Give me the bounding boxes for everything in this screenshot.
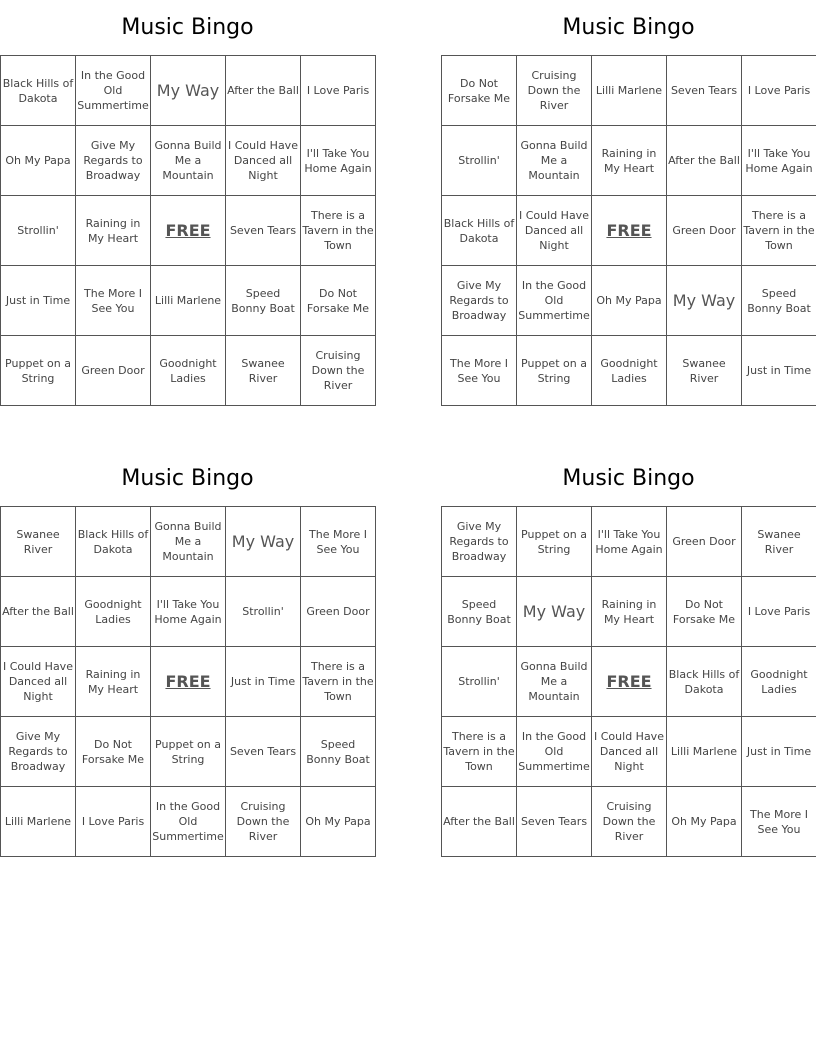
card-title: Music Bingo	[562, 15, 695, 40]
bingo-cell: Swanee River	[226, 336, 301, 406]
bingo-cell: Lilli Marlene	[1, 787, 76, 857]
free-space-cell: FREE	[592, 196, 667, 266]
bingo-cell: Strollin'	[226, 577, 301, 647]
bingo-cell: Goodnight Ladies	[742, 647, 816, 717]
bingo-cell: Do Not Forsake Me	[76, 717, 151, 787]
bingo-cell: Puppet on a String	[151, 717, 226, 787]
bingo-row	[1, 196, 376, 266]
bingo-row	[1, 336, 376, 406]
card-title: Music Bingo	[121, 15, 254, 40]
bingo-cell: Give My Regards to Broadway	[442, 507, 517, 577]
bingo-cell: Just in Time	[742, 717, 816, 787]
bingo-cell: I Love Paris	[301, 56, 376, 126]
bingo-cell: There is a Tavern in the Town	[742, 196, 816, 266]
bingo-row	[1, 56, 376, 126]
bingo-cell: Seven Tears	[226, 717, 301, 787]
bingo-cell: I Could Have Danced all Night	[592, 717, 667, 787]
bingo-cell: After the Ball	[1, 577, 76, 647]
bingo-cell: There is a Tavern in the Town	[442, 717, 517, 787]
bingo-cell: Just in Time	[742, 336, 816, 406]
bingo-cell: My Way	[667, 266, 742, 336]
bingo-cell: Swanee River	[1, 507, 76, 577]
bingo-cell: Give My Regards to Broadway	[1, 717, 76, 787]
bingo-cell: Seven Tears	[667, 56, 742, 126]
free-space-cell: FREE	[592, 647, 667, 717]
bingo-cell: The More I See You	[442, 336, 517, 406]
bingo-cell: Cruising Down the River	[226, 787, 301, 857]
bingo-cell: My Way	[151, 56, 226, 126]
bingo-cell: There is a Tavern in the Town	[301, 196, 376, 266]
bingo-row	[1, 507, 376, 577]
bingo-cell: I'll Take You Home Again	[151, 577, 226, 647]
bingo-cell: Black Hills of Dakota	[76, 507, 151, 577]
bingo-cell: I'll Take You Home Again	[592, 507, 667, 577]
bingo-cell: Do Not Forsake Me	[667, 577, 742, 647]
bingo-cell: In the Good Old Summertime	[151, 787, 226, 857]
bingo-grid	[441, 506, 816, 857]
bingo-cell: I Could Have Danced all Night	[226, 126, 301, 196]
bingo-cell: After the Ball	[442, 787, 517, 857]
bingo-row	[1, 266, 376, 336]
bingo-cell: The More I See You	[76, 266, 151, 336]
bingo-row	[442, 196, 816, 266]
bingo-row	[442, 787, 816, 857]
bingo-cell: Green Door	[667, 196, 742, 266]
bingo-row	[1, 717, 376, 787]
bingo-cell: Seven Tears	[226, 196, 301, 266]
bingo-cell: After the Ball	[226, 56, 301, 126]
bingo-cell: Puppet on a String	[517, 336, 592, 406]
bingo-cell: Speed Bonny Boat	[301, 717, 376, 787]
bingo-cell: Black Hills of Dakota	[667, 647, 742, 717]
bingo-row	[1, 647, 376, 717]
bingo-row	[1, 126, 376, 196]
bingo-cell: Just in Time	[226, 647, 301, 717]
bingo-cell: Cruising Down the River	[592, 787, 667, 857]
bingo-cell: In the Good Old Summertime	[517, 266, 592, 336]
bingo-cell: Oh My Papa	[1, 126, 76, 196]
bingo-grid	[0, 506, 376, 857]
bingo-row	[1, 787, 376, 857]
bingo-cell: I Love Paris	[742, 56, 816, 126]
bingo-row	[442, 126, 816, 196]
bingo-cell: Goodnight Ladies	[592, 336, 667, 406]
bingo-cell: Cruising Down the River	[301, 336, 376, 406]
bingo-cell: Lilli Marlene	[592, 56, 667, 126]
bingo-cell: Puppet on a String	[1, 336, 76, 406]
bingo-cell: Speed Bonny Boat	[742, 266, 816, 336]
bingo-cell: Lilli Marlene	[151, 266, 226, 336]
bingo-cell: Strollin'	[442, 647, 517, 717]
bingo-cell: Gonna Build Me a Mountain	[151, 126, 226, 196]
bingo-cell: Raining in My Heart	[76, 647, 151, 717]
bingo-cell: Do Not Forsake Me	[301, 266, 376, 336]
bingo-cell: After the Ball	[667, 126, 742, 196]
bingo-cell: Give My Regards to Broadway	[76, 126, 151, 196]
bingo-cell: Green Door	[76, 336, 151, 406]
bingo-cell: Gonna Build Me a Mountain	[517, 647, 592, 717]
bingo-cell: I Could Have Danced all Night	[1, 647, 76, 717]
bingo-card-3	[0, 451, 375, 857]
card-title: Music Bingo	[121, 466, 254, 491]
bingo-cell: Swanee River	[742, 507, 816, 577]
bingo-cell: Oh My Papa	[667, 787, 742, 857]
bingo-cell: Seven Tears	[517, 787, 592, 857]
bingo-card-4	[441, 451, 816, 857]
bingo-cell: Goodnight Ladies	[151, 336, 226, 406]
bingo-cell: Swanee River	[667, 336, 742, 406]
bingo-row	[442, 717, 816, 787]
bingo-row	[1, 577, 376, 647]
bingo-cell: Raining in My Heart	[592, 577, 667, 647]
bingo-cell: I Could Have Danced all Night	[517, 196, 592, 266]
bingo-cell: Strollin'	[1, 196, 76, 266]
bingo-cell: There is a Tavern in the Town	[301, 647, 376, 717]
card-title: Music Bingo	[562, 466, 695, 491]
bingo-cell: Just in Time	[1, 266, 76, 336]
bingo-row	[442, 266, 816, 336]
bingo-cell: Green Door	[667, 507, 742, 577]
bingo-cell: Do Not Forsake Me	[442, 56, 517, 126]
bingo-cell: My Way	[226, 507, 301, 577]
bingo-cell: My Way	[517, 577, 592, 647]
bingo-cell: Puppet on a String	[517, 507, 592, 577]
bingo-cell: I Love Paris	[76, 787, 151, 857]
bingo-cell: In the Good Old Summertime	[76, 56, 151, 126]
bingo-cell: In the Good Old Summertime	[517, 717, 592, 787]
bingo-row	[442, 336, 816, 406]
bingo-grid	[0, 55, 376, 406]
bingo-cell: I Love Paris	[742, 577, 816, 647]
bingo-cell: Speed Bonny Boat	[442, 577, 517, 647]
bingo-cell: Goodnight Ladies	[76, 577, 151, 647]
bingo-cell: Speed Bonny Boat	[226, 266, 301, 336]
bingo-row	[442, 577, 816, 647]
bingo-card-2	[441, 0, 816, 406]
free-space-cell: FREE	[151, 196, 226, 266]
bingo-cell: Lilli Marlene	[667, 717, 742, 787]
bingo-cell: Black Hills of Dakota	[442, 196, 517, 266]
bingo-cell: Oh My Papa	[301, 787, 376, 857]
bingo-cell: Give My Regards to Broadway	[442, 266, 517, 336]
bingo-row	[442, 56, 816, 126]
bingo-cell: Green Door	[301, 577, 376, 647]
bingo-cell: Cruising Down the River	[517, 56, 592, 126]
bingo-cell: Strollin'	[442, 126, 517, 196]
bingo-card-1	[0, 0, 375, 406]
bingo-cell: I'll Take You Home Again	[742, 126, 816, 196]
bingo-cell: The More I See You	[742, 787, 816, 857]
bingo-cell: Oh My Papa	[592, 266, 667, 336]
bingo-cell: Black Hills of Dakota	[1, 56, 76, 126]
bingo-cell: Raining in My Heart	[76, 196, 151, 266]
bingo-cell: The More I See You	[301, 507, 376, 577]
bingo-cell: I'll Take You Home Again	[301, 126, 376, 196]
bingo-cell: Raining in My Heart	[592, 126, 667, 196]
bingo-row	[442, 507, 816, 577]
free-space-cell: FREE	[151, 647, 226, 717]
bingo-row	[442, 647, 816, 717]
bingo-cell: Gonna Build Me a Mountain	[151, 507, 226, 577]
bingo-grid	[441, 55, 816, 406]
bingo-cell: Gonna Build Me a Mountain	[517, 126, 592, 196]
